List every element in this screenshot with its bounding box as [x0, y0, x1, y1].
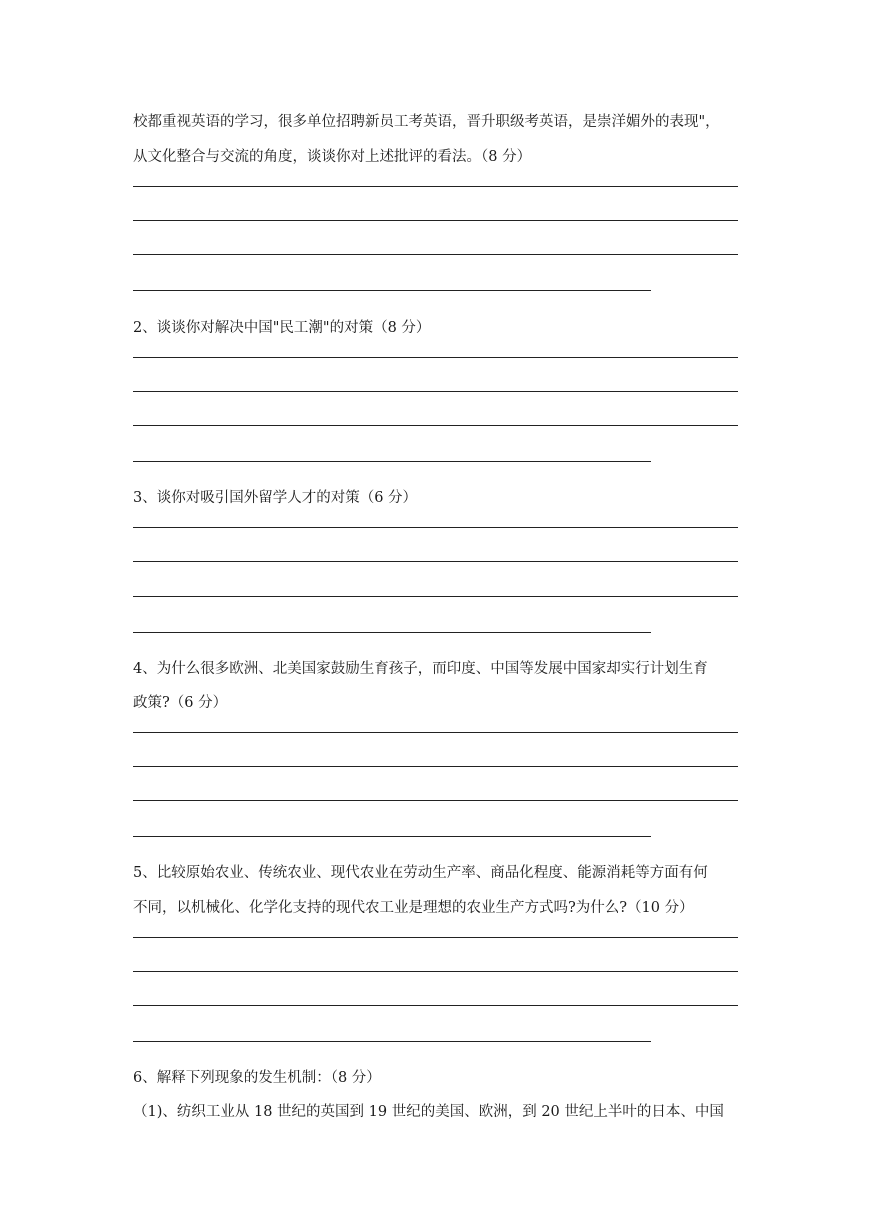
answer-line[interactable] [133, 1005, 738, 1006]
answer-line[interactable] [133, 290, 651, 291]
question-2-text: 2、谈谈你对解决中国"民工潮"的对策（8 分） [133, 320, 431, 336]
answer-line[interactable] [133, 596, 738, 597]
answer-line[interactable] [133, 561, 738, 562]
answer-line[interactable] [133, 800, 738, 801]
question-5-text-line-2: 不同，以机械化、化学化支持的现代农工业是理想的农业生产方式吗?为什么?（10 分） [133, 900, 694, 916]
answer-line[interactable] [133, 391, 738, 392]
answer-line[interactable] [133, 766, 738, 767]
question-4-text-line-2: 政策?（6 分） [133, 695, 228, 711]
question-6-text: 6、解释下列现象的发生机制：（8 分） [133, 1070, 381, 1086]
answer-line[interactable] [133, 186, 738, 187]
answer-line[interactable] [133, 632, 651, 633]
question-4-text-line-1: 4、为什么很多欧洲、北美国家鼓励生育孩子，而印度、中国等发展中国家却实行计划生育 [133, 661, 708, 677]
answer-line[interactable] [133, 836, 651, 837]
answer-line[interactable] [133, 527, 738, 528]
answer-line[interactable] [133, 425, 738, 426]
answer-line[interactable] [133, 461, 651, 462]
answer-line[interactable] [133, 937, 738, 938]
answer-line[interactable] [133, 220, 738, 221]
answer-line[interactable] [133, 1041, 651, 1042]
answer-line[interactable] [133, 732, 738, 733]
answer-line[interactable] [133, 254, 738, 255]
question-6-sub-1-text: （1)、纺织工业从 18 世纪的英国到 19 世纪的美国、欧洲，到 20 世纪上半叶的日本、中国 [133, 1104, 724, 1120]
question-1-text-line-2: 从文化整合与交流的角度，谈谈你对上述批评的看法。（8 分） [133, 149, 532, 165]
answer-line[interactable] [133, 971, 738, 972]
question-3-text: 3、谈你对吸引国外留学人才的对策（6 分） [133, 490, 418, 506]
question-1-text-line-1: 校都重视英语的学习，很多单位招聘新员工考英语，晋升职级考英语，是崇洋媚外的表现"， [133, 114, 720, 130]
question-5-text-line-1: 5、比较原始农业、传统农业、现代农业在劳动生产率、商品化程度、能源消耗等方面有何 [133, 865, 708, 881]
answer-line[interactable] [133, 357, 738, 358]
